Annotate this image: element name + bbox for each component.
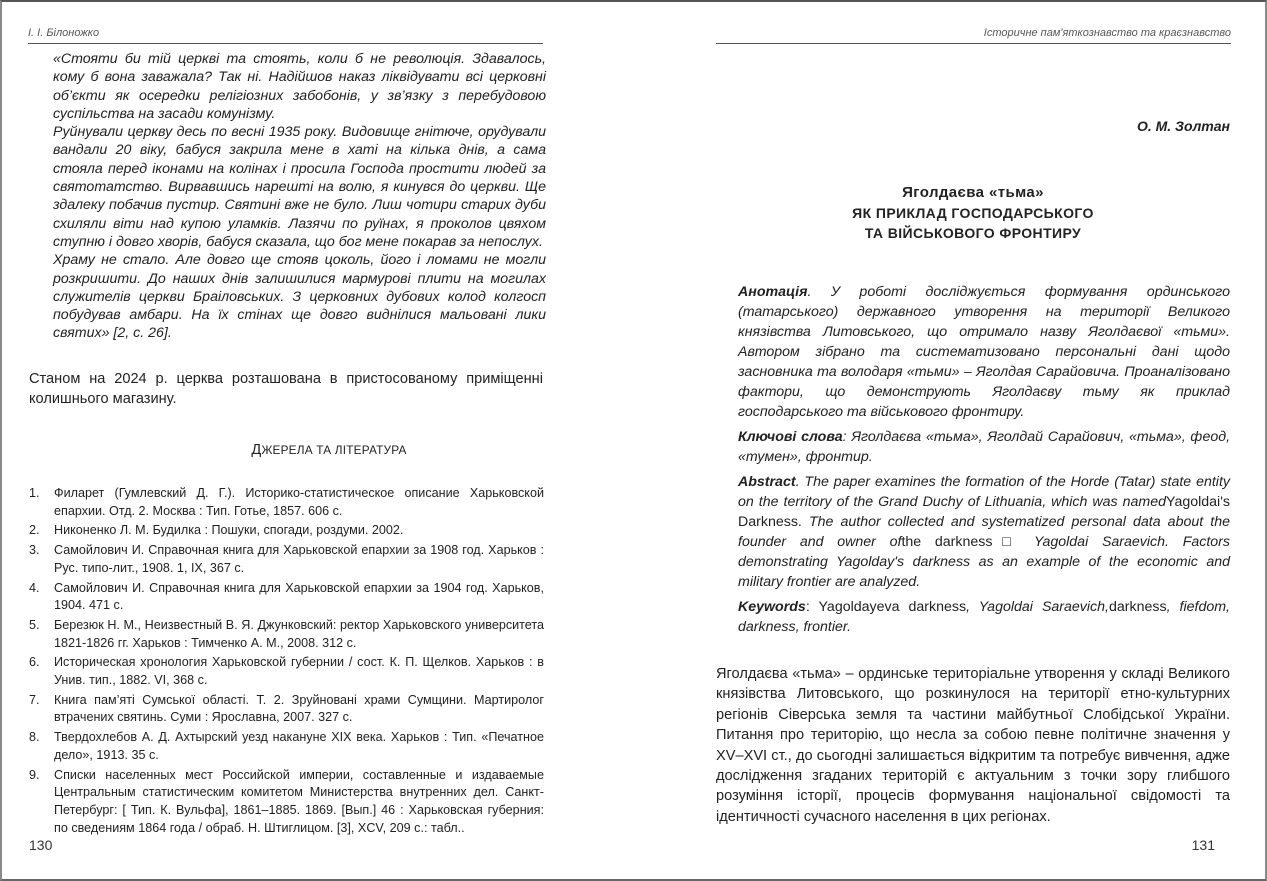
- reference-item: [29, 692, 544, 727]
- page-number-left: 130: [29, 837, 53, 853]
- header-rule: [28, 43, 543, 44]
- reference-number: 9.: [29, 767, 40, 782]
- reference-item: [29, 485, 544, 520]
- abstract-block: [738, 282, 1230, 642]
- reference-number: 6.: [29, 655, 40, 670]
- reference-number: 5.: [29, 617, 40, 632]
- reference-number: 7.: [29, 692, 40, 707]
- reference-item: [29, 580, 544, 615]
- reference-number: 1.: [29, 486, 40, 500]
- reference-item: [29, 522, 544, 540]
- reference-item: [29, 617, 544, 652]
- annotation-label: Анотація: [738, 284, 808, 300]
- right-page: [633, 0, 1267, 881]
- reference-text: Списки населенных мест Российской империи, составленные и издаваемые Центральным статистическим комитетом Министерства внутренних дел. Санкт-Петербург: [ Тип. К. Вульфа], 1861–1885. 1869. [Вып.] 46 : Харьковская губерния: по сведениям 1864 года / обраб. Н. Штиглицом. [3], XCV, 209 с.: табл..: [54, 767, 544, 835]
- keywords-en-text: , fiefdom, darkness, frontier.: [738, 599, 1230, 635]
- keywords-en-text: darkness: [1108, 599, 1167, 615]
- left-page: [0, 0, 633, 881]
- section-title-rest: ЖЕРЕЛА ТА ЛІТЕРАТУРА: [261, 443, 407, 457]
- title-line: Яголдаєва «тьма»: [902, 184, 1044, 201]
- abstract-en: [738, 472, 1230, 592]
- abstract-en-text: the darkness: [901, 534, 993, 550]
- quote-paragraph: Руйнували церкву десь по весні 1935 року. Видовище гнітюче, орудували вандали 20 віку, бабуся закрила мене в хаті на кілька днів, а сама стояла перед іконами на колінах і просила Господа простити людей за святотатство. Вирвавшись нарешті на волю, я кинувся до церкви. Ще здалеку побачив пустир. Святині вже не було. Лиш чотири старих дуби схиляли віти над купою уламків. Лазячи по руїнах, я проколов цвяхом ступню і довго хворів, бабуся сказала, що бог мене покарав за непослух.: [53, 124, 546, 250]
- reference-number: 8.: [29, 730, 40, 745]
- reference-item: [29, 654, 544, 689]
- quote-paragraph: Храму не стало. Але довго ще стояв цоколь, його і ломами не могли розкришити. До наших днів залишилися мармурові плити на могилах служителів церкви Браіловських. З церковних дубових колод колгосп побудував амбари. На їх стінах ще довго виднілися мальовані лики святих» [2, с. 26].: [53, 252, 546, 342]
- reference-number: 2.: [29, 523, 40, 538]
- keywords-ua-label: Ключові слова: [738, 429, 843, 445]
- reference-text: Твердохлебов А. Д. Ахтырский уезд накануне XIX века. Харьков : Тип. «Печатное дело», 1913. 35 с.: [54, 730, 544, 762]
- annotation-text: . У роботі досліджується формування ординського (татарського) державного утворення на території Великого князівства Литовського, що отримало назву Яголдаєвої «тьми». Автором зібрано та систематизовано персональні дані щодо засновника та володаря «тьми» – Яголдая Сарайовича. Проаналізовано фактори, що демонструють Яголдаєву тьму як приклад господарського та військового фронтиру.: [738, 284, 1230, 420]
- abstract-en-text: . The paper examines the formation of the Horde (Tatar) state entity on the territory of the Grand Duchy of Lithuania, which was named: [738, 474, 1230, 510]
- reference-text: Книга пам’яті Сумської області. Т. 2. Зруйновані храми Сумщини. Мартиролог втрачених святинь. Суми : Ярославна, 2007. 327 с.: [54, 692, 544, 725]
- reference-text: Самойлович И. Справочная книга для Харьковской епархии за 1908 год. Харьков : Рус. типо-лит., 1908. 1, IX, 367 с.: [54, 543, 544, 575]
- reference-number: 4.: [29, 580, 40, 595]
- keywords-en-text: Yagoldayeva darkness: [818, 599, 967, 615]
- keywords-en: [738, 597, 1230, 637]
- article-title: [716, 183, 1230, 243]
- reference-item: [29, 729, 544, 764]
- section-title-sources: [29, 441, 629, 458]
- abstract-en-text: The author collected and systematized personal data about the founder and owner of: [738, 514, 1230, 550]
- block-quote: [53, 50, 546, 343]
- keywords-ua-text: : Яголдаєва «тьма», Яголдай Сарайович, «тьма», феод, «тумен», фронтир.: [738, 429, 1231, 465]
- reference-number: 3.: [29, 543, 40, 558]
- keywords-en-text: :: [805, 599, 819, 615]
- title-line: ТА ВІЙСЬКОВОГО ФРОНТИРУ: [864, 225, 1082, 241]
- abstract-en-label: Abstract: [738, 474, 796, 490]
- reference-item: [29, 767, 544, 838]
- keywords-en-text: , Yagoldai Saraevich,: [966, 599, 1109, 615]
- reference-text: Самойлович И. Справочная книга для Харьковской епархии за 1904 год. Харьков, 1904. 471 с.: [54, 580, 544, 613]
- running-head-author: І. І. Білоножко: [28, 27, 100, 39]
- section-title-initial: Д: [251, 442, 262, 458]
- page-number-right: 131: [1191, 837, 1215, 853]
- reference-item: [29, 542, 544, 577]
- reference-text: Историческая хронология Харьковской губернии / сост. К. П. Щелков. Харьков : в Унив. тип., 1882. VI, 368 с.: [54, 655, 544, 688]
- reference-text: Филарет (Гумлевский Д. Г.). Историко-статистическое описание Харьковской епархии. Отд. 2. Москва : Тип. Готье, 1857. 606 с.: [54, 486, 544, 518]
- body-paragraph: Яголдаєва «тьма» – ординське територіальне утворення у складі Великого князівства Литовського, що розкинулося на території етно-культурних регіонів Сіверська земля та частини майбутньої Слобідської України. Питання про територію, що несла за собою певне політичне значення у XV–XVI ст., до сьогодні залишається відкритим та потребує вивчення, адже дослідження згаданих територій є актуальним з точки зору глибшого розуміння історії, процесів формування національної свідомості та ідентичності сучасного населення в цих регіонах.: [716, 666, 1230, 825]
- body-paragraph: Станом на 2024 р. церква розташована в пристосованому приміщенні колишнього магазину.: [29, 371, 543, 407]
- keywords-ua: [738, 427, 1230, 467]
- header-rule: [716, 43, 1231, 44]
- annotation-ua: [738, 282, 1230, 422]
- reference-list: [29, 485, 544, 839]
- abstract-en-text: □ Yagoldai Saraevich. Factors demonstrating Yagolday's darkness as an example of the economic and military frontier are analyzed.: [738, 534, 1230, 590]
- title-line: ЯК ПРИКЛАД ГОСПОДАРСЬКОГО: [852, 205, 1094, 221]
- keywords-en-label: Keywords: [738, 599, 806, 615]
- reference-text: Никоненко Л. М. Будилка : Пошуки, спогади, роздуми. 2002.: [54, 523, 404, 538]
- reference-text: Березюк Н. М., Неизвестный В. Я. Джунковский: ректор Харьковского университета 1821-1826 гг. Харьков : Тимченко А. М., 2008. 312 с.: [54, 617, 544, 650]
- quote-paragraph: «Стояти би тій церкві та стоять, коли б не революція. Здавалось, кому б вона заважала? Так ні. Надійшов наказ ліквідувати всі церковні об’єкти як осередки релігіозних забобонів, у зв’язку з перебудовою суспільства на засади комунізму.: [53, 51, 546, 122]
- article-author: О. М. Золтан: [1136, 118, 1230, 134]
- abstract-en-text: Yagoldai's Darkness.: [738, 494, 1230, 530]
- running-head-section: Історичне пам'яткознавство та краєзнавство: [983, 27, 1231, 39]
